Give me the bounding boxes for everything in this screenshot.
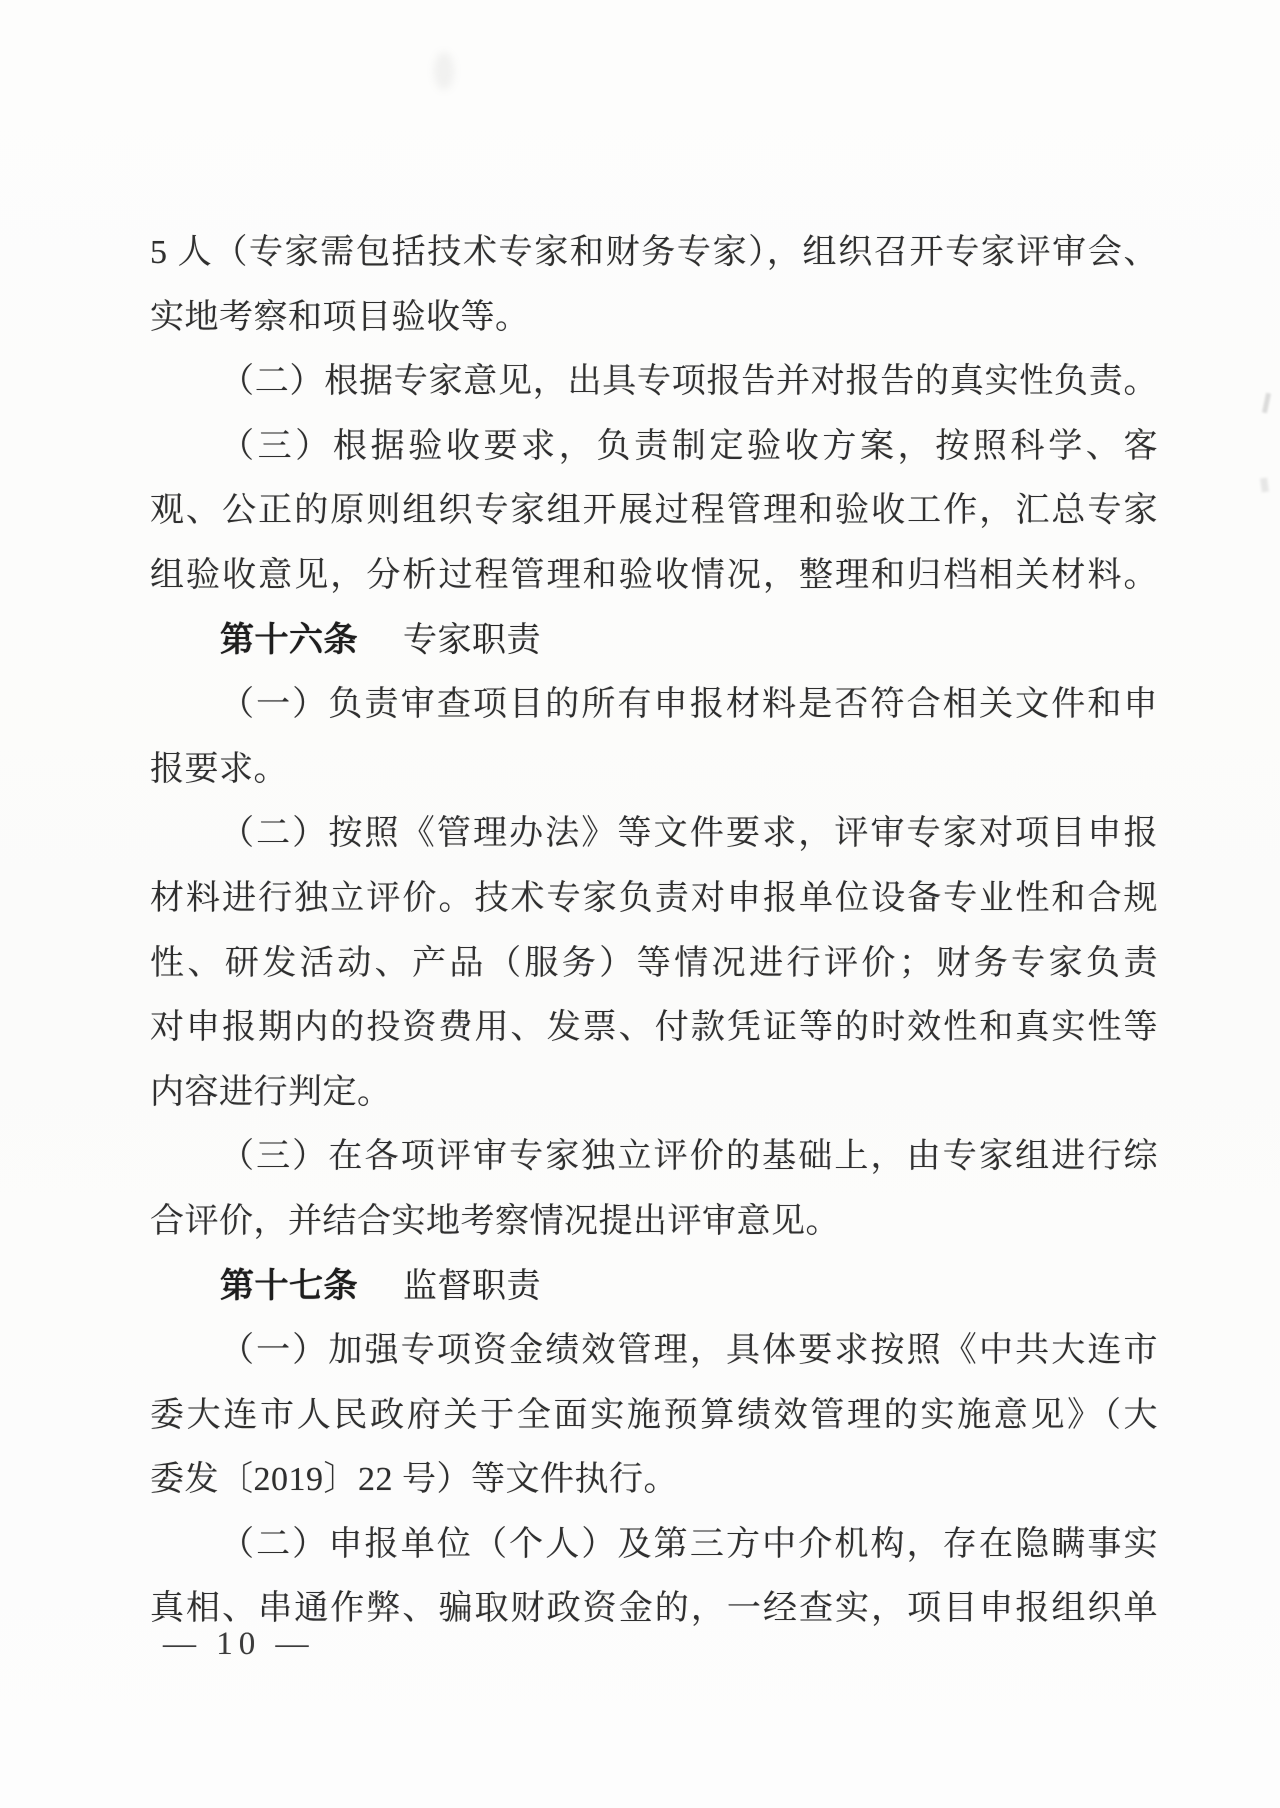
text-line: （一）负责审查项目的所有申报材料是否符合相关文件和申	[220, 686, 1158, 724]
text-line: （二）根据专家意见，出具专项报告并对报告的真实性负责。	[220, 363, 1158, 401]
text-line: 报要求。	[150, 750, 288, 788]
text-line: 委发〔2019〕22 号）等文件执行。	[150, 1461, 678, 1499]
article-number: 第十七条	[220, 1267, 358, 1305]
text-line: 5 人（专家需包括技术专家和财务专家），组织召开专家评审会、	[150, 234, 1158, 271]
scan-smudge	[434, 52, 454, 90]
article-number: 第十六条	[220, 621, 358, 659]
text-line: （二）按照《管理办法》等文件要求，评审专家对项目申报	[220, 815, 1158, 853]
text-line: 观、公正的原则组织专家组开展过程管理和验收工作，汇总专家	[150, 492, 1158, 530]
text-line: 委大连市人民政府关于全面实施预算绩效管理的实施意见》（大	[150, 1396, 1158, 1434]
text-line: 真相、串通作弊、骗取财政资金的，一经查实，项目申报组织单	[150, 1590, 1158, 1628]
text-line: （三）根据验收要求，负责制定验收方案，按照科学、客	[220, 427, 1158, 465]
article-heading	[150, 1255, 1158, 1320]
text-line: 内容进行判定。	[150, 1073, 392, 1111]
text-line: 材料进行独立评价。技术专家负责对申报单位设备专业性和合规	[150, 879, 1158, 917]
article-title: 专家职责	[403, 621, 541, 659]
text-line: （一）加强专项资金绩效管理，具体要求按照《中共大连市	[220, 1332, 1158, 1370]
article-title: 监督职责	[403, 1267, 541, 1305]
text-line: 对申报期内的投资费用、发票、付款凭证等的时效性和真实性等	[150, 1009, 1158, 1047]
text-line: 组验收意见，分析过程管理和验收情况，整理和归档相关材料。	[150, 556, 1158, 594]
text-line: （二）申报单位（个人）及第三方中介机构，存在隐瞒事实	[220, 1525, 1158, 1563]
page-number: — 10 —	[163, 1626, 315, 1662]
text-line: 合评价，并结合实地考察情况提出评审意见。	[150, 1202, 840, 1240]
scan-mark	[1262, 393, 1271, 414]
text-line: 性、研发活动、产品（服务）等情况进行评价；财务专家负责	[150, 944, 1158, 982]
text-block	[150, 221, 1158, 1642]
text-line: 实地考察和项目验收等。	[150, 298, 530, 336]
article-heading	[150, 609, 1158, 674]
scan-mark	[1260, 478, 1269, 493]
text-line: （三）在各项评审专家独立评价的基础上，由专家组进行综	[220, 1138, 1158, 1176]
